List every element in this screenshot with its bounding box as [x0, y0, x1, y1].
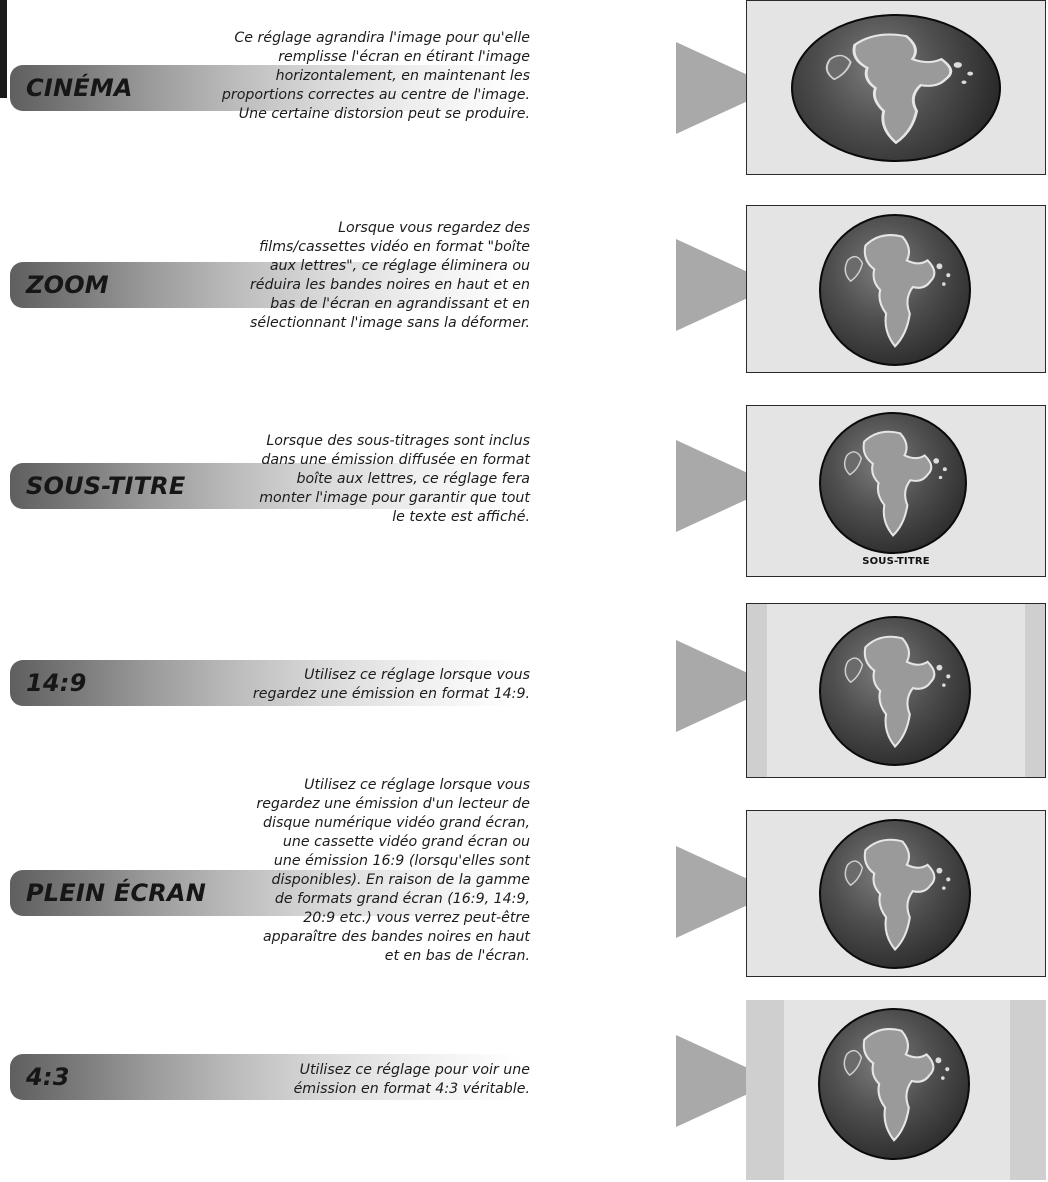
description-line: une cassette vidéo grand écran ou — [282, 834, 530, 850]
globe-icon — [819, 412, 967, 554]
screen-preview-4-3 — [746, 1000, 1046, 1180]
mode-description — [150, 29, 530, 124]
side-bar-right — [1025, 604, 1045, 777]
description-line: dans une émission diffusée en format — [261, 452, 530, 468]
page-edge-tab — [0, 0, 7, 98]
description-line: et en bas de l'écran. — [384, 948, 530, 964]
description-line: 20:9 etc.) vous verrez peut-être — [303, 910, 530, 926]
globe-icon — [819, 616, 971, 766]
description-line: Utilisez ce réglage lorsque vous — [304, 777, 530, 793]
description-line: monter l'image pour garantir que tout — [259, 490, 530, 506]
globe-icon — [819, 214, 971, 366]
description-line: le texte est affiché. — [392, 509, 530, 525]
screen-preview-14-9 — [746, 603, 1046, 778]
description-line: bas de l'écran en agrandissant et en — [270, 296, 530, 312]
subtitle-caption: SOUS-TITRE — [862, 556, 930, 567]
mode-label: PLEIN ÉCRAN — [26, 879, 206, 907]
description-line: réduira les bandes noires en haut et en — [249, 277, 530, 293]
side-bar-right — [1010, 1000, 1046, 1180]
mode-label: CINÉMA — [26, 74, 133, 102]
screen-preview-zoom — [746, 205, 1046, 373]
screen-preview-cinema — [746, 0, 1046, 175]
side-bar-left — [746, 1000, 784, 1180]
description-line: sélectionnant l'image sans la déformer. — [249, 315, 530, 331]
description-line: de formats grand écran (16:9, 14:9, — [274, 891, 530, 907]
globe-icon — [818, 1008, 970, 1160]
description-line: Lorsque vous regardez des — [338, 220, 530, 236]
description-line: Ce réglage agrandira l'image pour qu'elle — [234, 30, 530, 46]
description-line: remplisse l'écran en étirant l'image — [278, 49, 530, 65]
description-line: proportions correctes au centre de l'image. — [221, 87, 530, 103]
description-line: émission en format 4:3 véritable. — [293, 1081, 530, 1097]
mode-description — [150, 776, 530, 966]
mode-label: SOUS-TITRE — [26, 472, 186, 500]
description-line: regardez une émission en format 14:9. — [252, 686, 530, 702]
description-line: films/cassettes vidéo en format "boîte — [259, 239, 530, 255]
description-line: apparaître des bandes noires en haut — [262, 929, 530, 945]
screen-preview-plein-ecran — [746, 810, 1046, 977]
mode-label: 4:3 — [26, 1063, 70, 1091]
side-bar-left — [747, 604, 767, 777]
mode-label: 14:9 — [26, 669, 87, 697]
description-line: Utilisez ce réglage lorsque vous — [304, 667, 530, 683]
description-line: aux lettres", ce réglage éliminera ou — [269, 258, 530, 274]
description-line: disque numérique vidéo grand écran, — [263, 815, 530, 831]
description-line: horizontalement, en maintenant les — [275, 68, 530, 84]
screen-preview-sous-titre — [746, 405, 1046, 577]
mode-description — [150, 1061, 530, 1099]
description-line: disponibles). En raison de la gamme — [271, 872, 530, 888]
mode-description — [150, 666, 530, 704]
description-line: regardez une émission d'un lecteur de — [256, 796, 530, 812]
description-line: Une certaine distorsion peut se produire. — [238, 106, 530, 122]
description-line: boîte aux lettres, ce réglage fera — [296, 471, 530, 487]
description-line: une émission 16:9 (lorsqu'elles sont — [273, 853, 530, 869]
mode-label: ZOOM — [26, 271, 109, 299]
mode-description — [150, 219, 530, 333]
globe-icon — [819, 819, 971, 969]
description-line: Utilisez ce réglage pour voir une — [299, 1062, 530, 1078]
description-line: Lorsque des sous-titrages sont inclus — [266, 433, 530, 449]
globe-icon — [791, 14, 1001, 162]
mode-description — [150, 432, 530, 527]
